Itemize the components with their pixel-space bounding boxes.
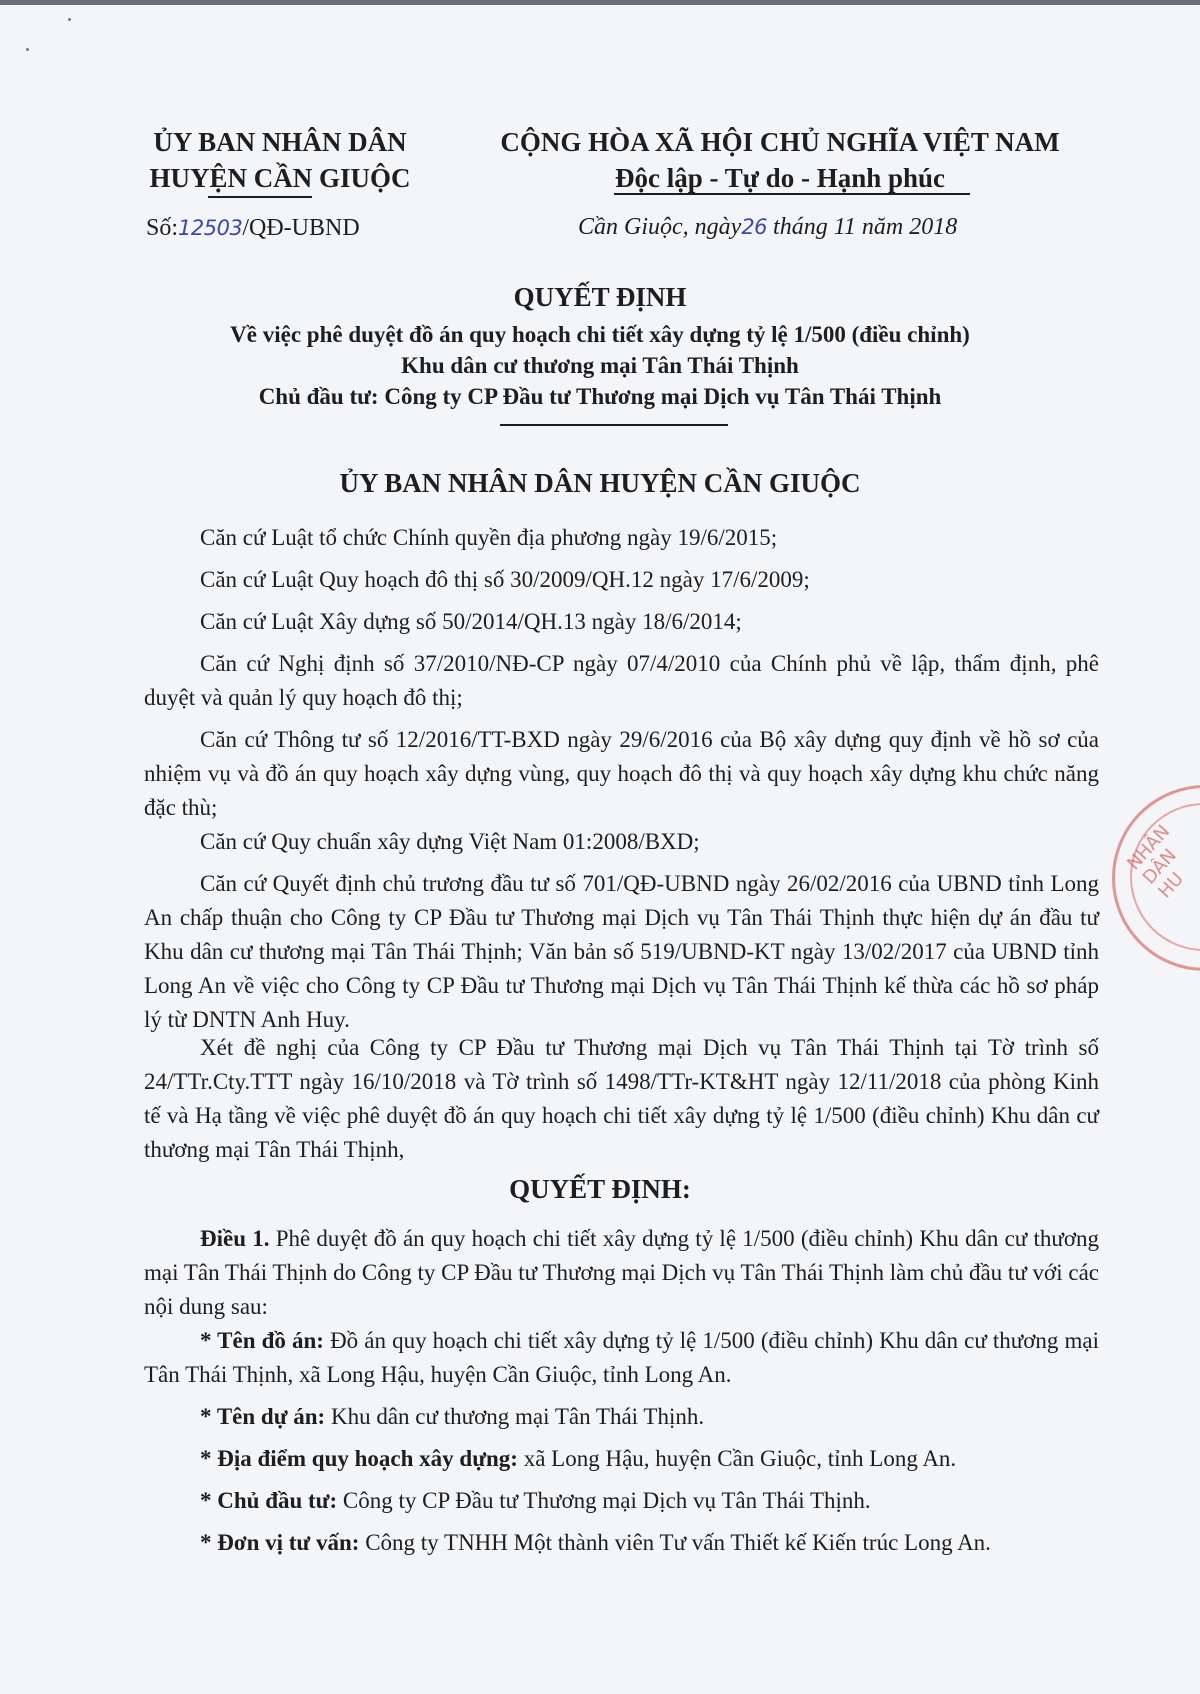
national-header	[460, 124, 1100, 196]
legal-basis: Căn cứ Luật Xây dựng số 50/2014/QH.13 ngày 18/6/2014;	[200, 609, 742, 634]
article-item	[144, 1526, 1099, 1560]
date-prefix: Cần Giuộc, ngày	[578, 214, 742, 240]
doc-number-prefix: Số:	[146, 215, 179, 241]
seal-text: NHÂN DÂN HU	[1123, 820, 1188, 903]
item-label: * Địa điểm quy hoạch xây dựng:	[200, 1446, 518, 1471]
item-label: * Đơn vị tư vấn:	[200, 1530, 360, 1555]
article-item	[144, 1324, 1099, 1392]
item-value: Công ty TNHH Một thành viên Tư vấn Thiết kế Kiến trúc Long An.	[359, 1530, 991, 1555]
item-label: * Chủ đầu tư:	[200, 1488, 338, 1513]
doc-number-suffix: /QĐ-UBND	[242, 215, 360, 241]
date-suffix: tháng 11 năm 2018	[767, 214, 958, 240]
national-motto: Độc lập - Tự do - Hạnh phúc	[614, 163, 946, 193]
doc-number-handwritten: 12503	[178, 216, 243, 240]
agency-underline	[208, 196, 312, 198]
article-item	[144, 1400, 1099, 1434]
article-1-text: Phê duyệt đồ án quy hoạch chi tiết xây dựng tỷ lệ 1/500 (điều chỉnh) Khu dân cư thương mại Tân Thái Thịnh do Công ty CP Đầu tư Thương mại Dịch vụ Tân Thái Thịnh làm chủ đầu tư với các nội dung sau:	[144, 1226, 1099, 1319]
legal-basis: Căn cứ Nghị định số 37/2010/NĐ-CP ngày 07/4/2010 của Chính phủ về lập, thẩm định, phê duyệt và quản lý quy hoạch đô thị;	[144, 651, 1099, 710]
agency-line-1: ỦY BAN NHÂN DÂN	[153, 127, 407, 157]
item-value: Khu dân cư thương mại Tân Thái Thịnh.	[325, 1404, 705, 1429]
authority-heading: ỦY BAN NHÂN DÂN HUYỆN CẦN GIUỘC	[339, 468, 861, 498]
item-label: * Tên dự án:	[200, 1404, 326, 1429]
item-value: Đồ án quy hoạch chi tiết xây dựng tỷ lệ 1/500 (điều chỉnh) Khu dân cư thương mại Tân Thái Thịnh, xã Long Hậu, huyện Cần Giuộc, tỉnh Long An.	[144, 1328, 1099, 1387]
article-item	[144, 1442, 1099, 1476]
proposal-consideration: Xét đề nghị của Công ty CP Đầu tư Thương mại Dịch vụ Tân Thái Thịnh tại Tờ trình số 24/TTr.Cty.TTT ngày 16/10/2018 và Tờ trình số 1498/TTr-KT&HT ngày 12/11/2018 của phòng Kinh tế và Hạ tầng về việc phê duyệt đồ án quy hoạch chi tiết xây dựng tỷ lệ 1/500 (điều chỉnh) Khu dân cư thương mại Tân Thái Thịnh,	[144, 1035, 1099, 1162]
title-subject-line-1: Về việc phê duyệt đồ án quy hoạch chi tiết xây dựng tỷ lệ 1/500 (điều chỉnh)	[230, 322, 970, 347]
legal-basis: Căn cứ Luật tổ chức Chính quyền địa phương ngày 19/6/2015;	[200, 525, 778, 550]
legal-basis: Căn cứ Quy chuẩn xây dựng Việt Nam 01:2008/BXD;	[200, 829, 700, 854]
item-value: xã Long Hậu, huyện Cần Giuộc, tỉnh Long An.	[517, 1446, 957, 1471]
item-value: Công ty CP Đầu tư Thương mại Dịch vụ Tân Thái Thịnh.	[337, 1488, 871, 1513]
decision-heading: QUYẾT ĐỊNH:	[509, 1174, 691, 1204]
agency-line-2: HUYỆN CẦN GIUỘC	[149, 163, 411, 193]
article-1	[144, 1222, 1099, 1324]
article-1-label: Điều 1.	[200, 1226, 270, 1251]
document-number	[146, 215, 360, 242]
article-item	[144, 1484, 1099, 1518]
page-top-edge	[0, 0, 1200, 5]
title-subject-line-3: Chủ đầu tư: Công ty CP Đầu tư Thương mại Dịch vụ Tân Thái Thịnh	[258, 384, 942, 409]
scan-speck	[68, 18, 71, 21]
title-divider	[500, 424, 728, 426]
scan-speck	[26, 48, 29, 51]
title-subject-line-2: Khu dân cư thương mại Tân Thái Thịnh	[401, 353, 799, 378]
legal-basis: Căn cứ Quyết định chủ trương đầu tư số 701/QĐ-UBND ngày 26/02/2016 của UBND tỉnh Long An chấp thuận cho Công ty CP Đầu tư Thương mại Dịch vụ Tân Thái Thịnh thực hiện dự án đầu tư Khu dân cư thương mại Tân Thái Thịnh; Văn bản số 519/UBND-KT ngày 13/02/2017 của UBND tỉnh Long An về việc cho Công ty CP Đầu tư Thương mại Dịch vụ Tân Thái Thịnh kế thừa các hồ sơ pháp lý từ DNTN Anh Huy.	[144, 871, 1099, 1032]
legal-basis: Căn cứ Thông tư số 12/2016/TT-BXD ngày 29/6/2016 của Bộ xây dựng quy định về hồ sơ của nhiệm vụ và đồ án quy hoạch xây dựng vùng, quy hoạch đô thị và quy hoạch xây dựng khu chức năng đặc thù;	[144, 727, 1099, 820]
legal-basis: Căn cứ Luật Quy hoạch đô thị số 30/2009/QH.12 ngày 17/6/2009;	[200, 567, 810, 592]
date-line	[578, 214, 957, 241]
national-title: CỘNG HÒA XÃ HỘI CHỦ NGHĨA VIỆT NAM	[500, 127, 1060, 157]
item-label: * Tên đồ án:	[200, 1328, 324, 1353]
motto-underline	[614, 193, 970, 195]
date-day-handwritten: 26	[741, 215, 768, 239]
issuing-agency	[120, 124, 440, 196]
document-title: QUYẾT ĐỊNH	[513, 282, 687, 312]
